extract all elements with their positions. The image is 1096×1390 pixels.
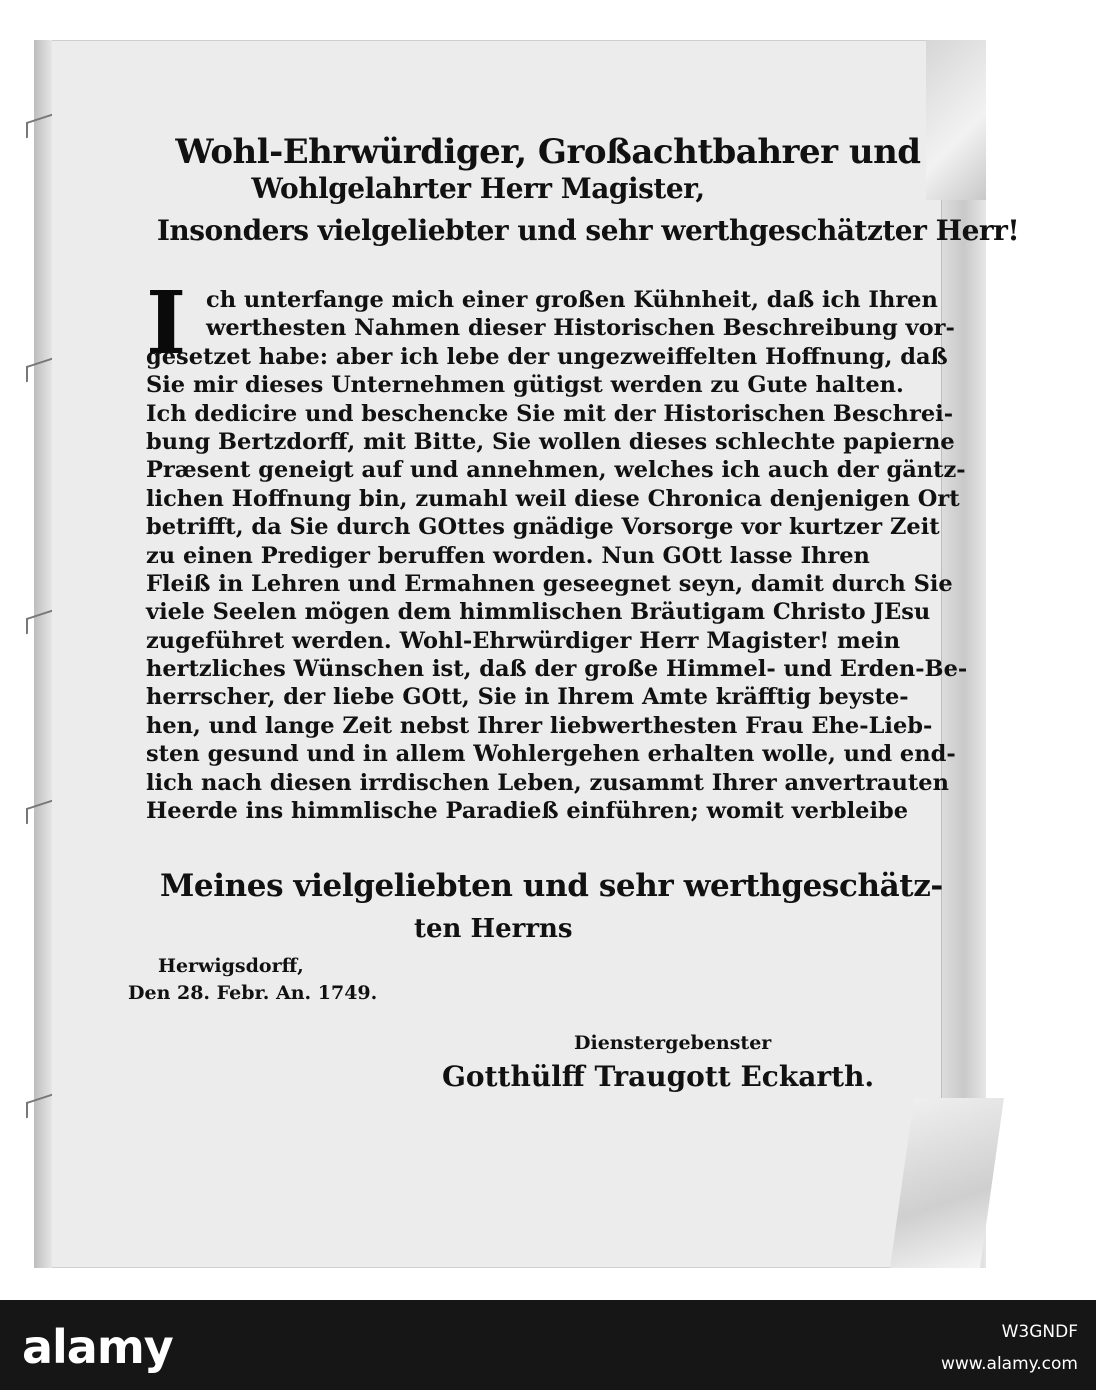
signature-name: Gotthülff Traugott Eckarth. xyxy=(442,1060,875,1093)
body-line: ch unterfange mich einer großen Kühnheit, daß ich Ihren xyxy=(206,287,938,313)
heading-line-3: Insonders vielgeliebter und sehr werthgeschätzter Herr! xyxy=(156,214,1020,247)
place-line: Herwigsdorff, xyxy=(158,955,304,977)
body-line: lichen Hoffnung bin, zumahl weil diese Chronica denjenigen Ort xyxy=(146,485,960,512)
signature-label: Dienstergebenster xyxy=(574,1032,772,1054)
body-paragraph xyxy=(146,286,968,825)
closing-line-1: Meines vielgeliebten und sehr werthgeschätz- xyxy=(160,868,943,904)
image-id-label: W3GNDF xyxy=(1001,1322,1078,1342)
body-line: gesetzet habe: aber ich lebe der ungezweiffelten Hoffnung, daß xyxy=(146,343,948,370)
body-line: viele Seelen mögen dem himmlischen Bräutigam Christo JEsu xyxy=(146,599,931,626)
heading-line-1: Wohl-Ehrwürdiger, Großachtbahrer und xyxy=(175,132,921,172)
drop-initial: I xyxy=(146,273,187,374)
body-line: Ich dedicire und beschencke Sie mit der Historischen Beschrei- xyxy=(146,400,954,427)
body-line: bung Bertzdorff, mit Bitte, Sie wollen dieses schlechte papierne xyxy=(146,428,955,455)
body-line: Sie mir dieses Unternehmen gütigst werden zu Gute halten. xyxy=(146,372,904,399)
body-line: Heerde ins himmlische Paradieß einführen; womit verbleibe xyxy=(146,798,909,825)
body-line: herrscher, der liebe GOtt, Sie in Ihrem Amte kräfftig beyste- xyxy=(146,684,909,711)
body-line: werthesten Nahmen dieser Historischen Beschreibung vor- xyxy=(206,315,955,342)
heading-line-2: Wohlgelahrter Herr Magister, xyxy=(251,172,705,205)
body-line: hertzliches Wünschen ist, daß der große Himmel- und Erden-Be- xyxy=(146,656,968,683)
body-line: zu einen Prediger beruffen worden. Nun GOtt lasse Ihren xyxy=(146,542,870,569)
site-url[interactable]: www.alamy.com xyxy=(940,1354,1078,1374)
body-line: Fleiß in Lehren und Ermahnen geseegnet seyn, damit durch Sie xyxy=(146,570,953,597)
body-line: betrifft, da Sie durch GOttes gnädige Vorsorge vor kurtzer Zeit xyxy=(146,514,940,541)
closing-line-2: ten Herrns xyxy=(414,914,573,944)
alamy-logo: alamy xyxy=(22,1320,173,1374)
body-line: Præsent geneigt auf und annehmen, welches ich auch der gäntz- xyxy=(146,457,966,484)
date-line: Den 28. Febr. An. 1749. xyxy=(128,982,378,1004)
body-line: hen, und lange Zeit nebst Ihrer liebwerthesten Frau Ehe-Lieb- xyxy=(146,712,933,739)
body-line: sten gesund und in allem Wohlergehen erhalten wolle, und end- xyxy=(146,741,956,768)
body-line: lich nach diesen irrdischen Leben, zusammt Ihrer anvertrauten xyxy=(146,769,949,796)
body-line: zugeführet werden. Wohl-Ehrwürdiger Herr Magister! mein xyxy=(146,627,901,654)
